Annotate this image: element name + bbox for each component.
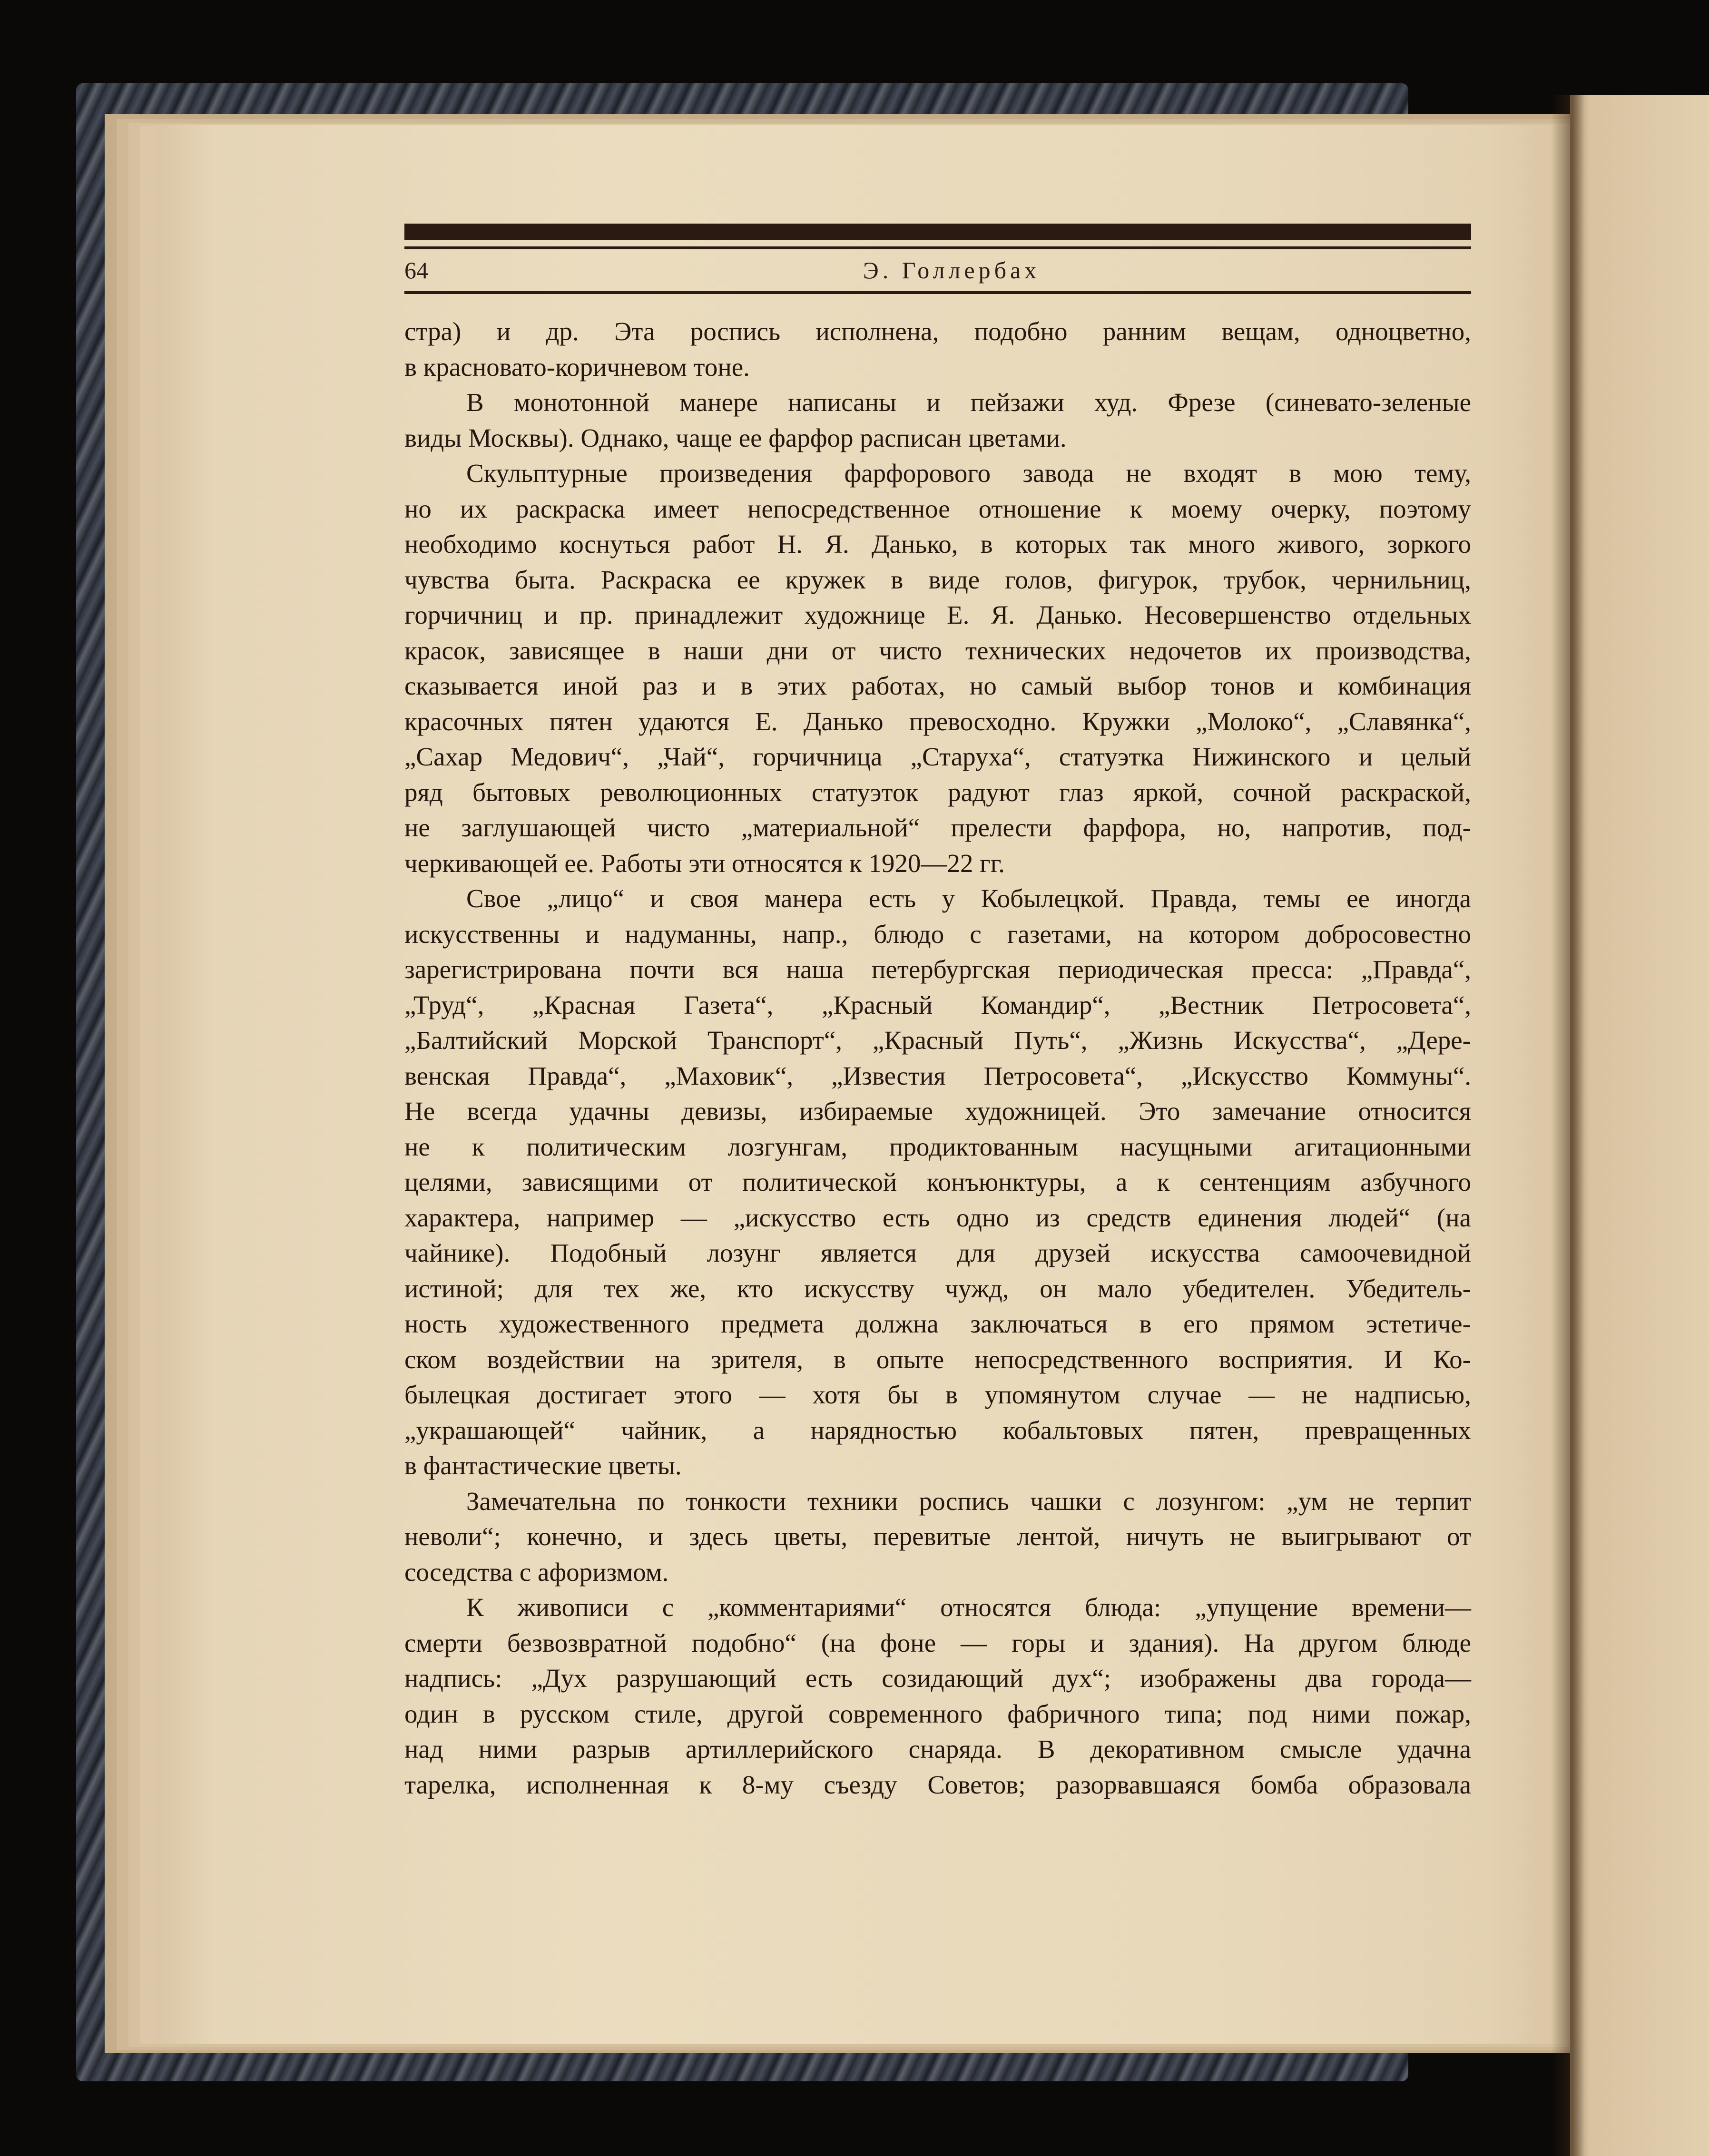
paragraph	[404, 881, 1471, 1484]
text-line: Замечательна по тонкости техники роспись чашки с лозунгом: „ум не терпит	[466, 1486, 1471, 1516]
paragraph	[404, 1590, 1471, 1803]
text-line: в фантастические цветы.	[404, 1451, 682, 1480]
paragraph	[404, 385, 1471, 456]
text-line: зарегистрирована почти вся наша петербургская периодическая пресса: „Правда“,	[404, 955, 1471, 984]
text-line: красок, зависящее в наши дни от чисто технических недочетов их производства,	[404, 636, 1471, 665]
text-line: надпись: „Дух разрушающий есть созидающий дух“; изображены два города—	[404, 1664, 1471, 1693]
text-line: К живописи с „комментариями“ относятся блюда: „упущение времени—	[466, 1593, 1471, 1622]
text-line: ряд бытовых революционных статуэток радуют глаз яркой, сочной раскраской,	[404, 777, 1471, 807]
text-line: истиной; для тех же, кто искусству чужд, он мало убедителен. Убедитель-	[404, 1274, 1471, 1303]
text-line: „Сахар Медович“, „Чай“, горчичница „Старуха“, статуэтка Нижинского и целый	[404, 742, 1471, 771]
text-line: не заглушающей чисто „материальной“ прелести фарфора, но, напротив, под-	[404, 813, 1471, 842]
text-line: Не всегда удачны девизы, избираемые художницей. Это замечание относится	[404, 1097, 1471, 1126]
text-line: венская Правда“, „Маховик“, „Известия Петросовета“, „Искусство Коммуны“.	[404, 1061, 1471, 1090]
header-thick-rule	[404, 224, 1471, 240]
text-line: характера, например — „искусство есть одно из средств единения людей“ (на	[404, 1203, 1471, 1232]
header-bottom-rule	[404, 291, 1471, 294]
text-line: Свое „лицо“ и своя манера есть у Кобылецкой. Правда, темы ее иногда	[466, 884, 1471, 913]
paragraph	[404, 1484, 1471, 1590]
text-line: необходимо коснуться работ Н. Я. Данько, в которых так много живого, зоркого	[404, 529, 1471, 559]
text-line: не к политическим лозгунгам, продиктованным насущными агитационными	[404, 1132, 1471, 1161]
text-line: в красновато-коричневом тоне.	[404, 352, 750, 382]
text-line: „украшающей“ чайник, а нарядностью кобальтовых пятен, превращенных	[404, 1415, 1471, 1445]
text-line: ском воздействии на зрителя, в опыте непосредственного восприятия. И Ко-	[404, 1344, 1471, 1374]
text-line: соседства с афоризмом.	[404, 1557, 669, 1587]
text-line: смерти безвозвратной подобно“ (на фоне — горы и здания). На другом блюде	[404, 1628, 1471, 1657]
body-text	[404, 314, 1471, 1803]
text-line: неволи“; конечно, и здесь цветы, перевитые лентой, ничуть не выигрывают от	[404, 1522, 1471, 1551]
text-line: „Труд“, „Красная Газета“, „Красный Командир“, „Вестник Петросовета“,	[404, 990, 1471, 1019]
text-line: но их раскраска имеет непосредственное отношение к моему очерку, поэтому	[404, 494, 1471, 523]
paragraph	[404, 314, 1471, 385]
text-line: былецкая достигает этого — хотя бы в упомянутом случае — не надписью,	[404, 1380, 1471, 1409]
text-line: тарелка, исполненная к 8-му съезду Советов; разорвавшаяся бомба образовала	[404, 1770, 1471, 1799]
text-line: стра) и др. Эта роспись исполнена, подобно ранним вещам, одноцветно,	[404, 317, 1471, 346]
text-line: „Балтийский Морской Транспорт“, „Красный Путь“, „Жизнь Искусства“, „Дере-	[404, 1026, 1471, 1055]
facing-page	[1570, 95, 1709, 2156]
text-line: искусственны и надуманны, напр., блюдо с газетами, на котором добросовестно	[404, 919, 1471, 949]
text-line: чувства быта. Раскраска ее кружек в виде голов, фигурок, трубок, чернильниц,	[404, 565, 1471, 594]
text-line: над ними разрыв артиллерийского снаряда. В декоративном смысле удачна	[404, 1735, 1471, 1764]
text-line: В монотонной манере написаны и пейзажи худ. Фрезе (синевато-зеленые	[466, 388, 1471, 417]
paragraph	[404, 456, 1471, 881]
text-line: один в русском стиле, другой современного фабричного типа; под ними пожар,	[404, 1699, 1471, 1728]
text-line: черкивающей ее. Работы эти относятся к 1920—22 гг.	[404, 848, 1005, 878]
running-head: Э. Голлербах	[863, 257, 1041, 284]
text-line: красочных пятен удаются Е. Данько превосходно. Кружки „Молоко“, „Славянка“,	[404, 706, 1471, 736]
page-number: 64	[404, 257, 428, 284]
text-line: ность художественного предмета должна заключаться в его прямом эстетиче-	[404, 1309, 1471, 1338]
text-line: горчичниц и пр. принадлежит художнице Е. Я. Данько. Несовершенство отдельных	[404, 600, 1471, 629]
text-line: чайнике). Подобный лозунг является для друзей искусства самоочевидной	[404, 1238, 1471, 1267]
header-thin-rule	[404, 246, 1471, 249]
text-line: виды Москвы). Однако, чаще ее фарфор расписан цветами.	[404, 423, 1067, 452]
text-line: Скульптурные произведения фарфорового завода не входят в мою тему,	[466, 459, 1471, 488]
text-line: целями, зависящими от политической конъюнктуры, а к сентенциям азбучного	[404, 1167, 1471, 1196]
text-line: сказывается иной раз и в этих работах, но самый выбор тонов и комбинация	[404, 671, 1471, 700]
page-gutter	[1551, 95, 1584, 2156]
